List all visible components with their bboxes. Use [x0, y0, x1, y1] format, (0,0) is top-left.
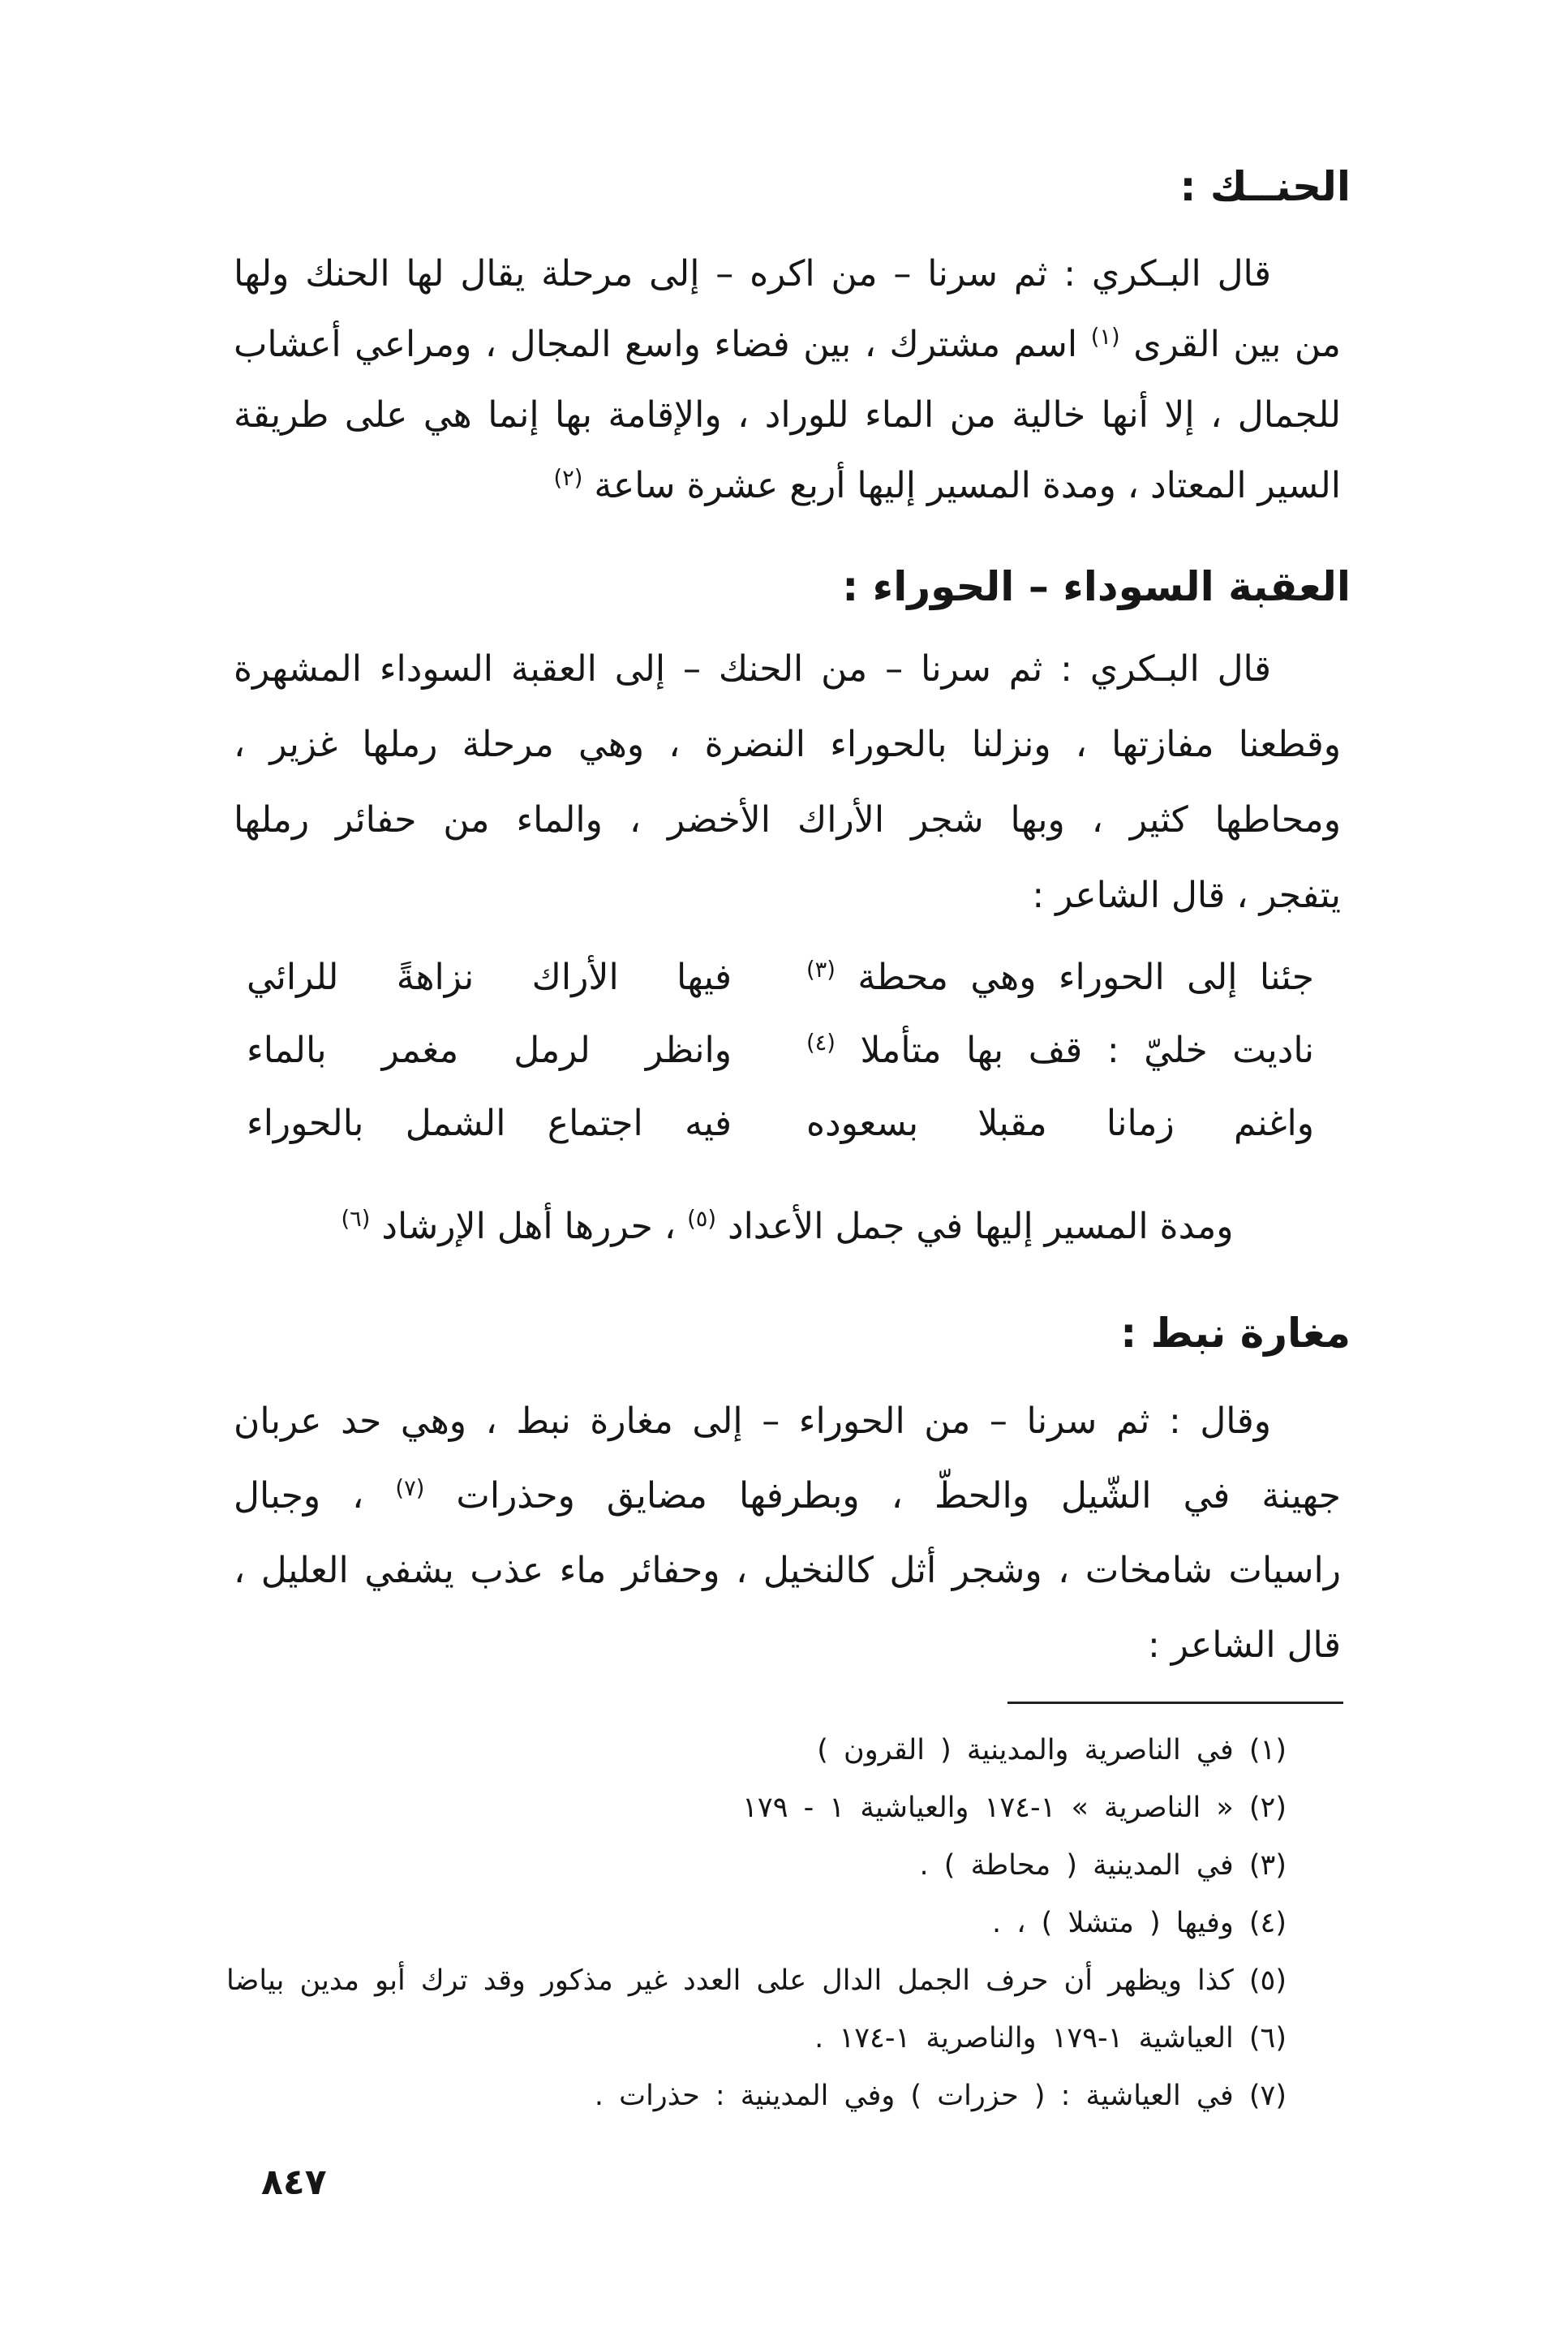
paragraph — [234, 239, 1341, 521]
section-heading-block — [234, 1297, 1351, 1370]
section-heading: الحنــك : — [1179, 163, 1351, 210]
section-heading-block — [234, 550, 1351, 623]
footnote-marker: (٢) — [553, 466, 583, 491]
poem-verse — [234, 941, 1341, 1014]
footnote: (٣) في المدينية ( محاطة ) . — [919, 1849, 1287, 1882]
paragraph — [234, 631, 1341, 933]
poem-second-hemistich: وانظر لرمل مغمر بالماء — [247, 1030, 732, 1071]
footnotes — [226, 1722, 1341, 2125]
poem — [234, 941, 1341, 1160]
section-heading: العقبة السوداء – الحوراء : — [842, 563, 1351, 610]
closing-line-block — [234, 1190, 1341, 1263]
paragraph-line: قال الشاعر : — [1147, 1624, 1341, 1666]
footnote: (٤) وفيها ( متشلا ) ، . — [991, 1907, 1287, 1939]
paragraph-line: يتفجر ، قال الشاعر : — [1032, 875, 1341, 916]
footnote: (٧) في العياشية : ( حزرات ) وفي المدينية : حذرات . — [594, 2080, 1287, 2112]
footnote-marker: (١) — [1090, 325, 1120, 350]
footnote-marker: (٣) — [806, 957, 836, 983]
paragraph-line: راسيات شامخات ، وشجر أثل كالنخيل ، وحفائر ماء عذب يشفي العليل ، — [234, 1550, 1341, 1591]
poem-first-hemistich: ناديت خليّ : قف بها متأملا $^{(٤)}$ — [806, 1030, 1314, 1071]
paragraph-line: من بين القرى $^{(١)}$ اسم مشترك ، بين فضاء واسع المجال ، ومراعي أعشاب — [234, 324, 1341, 365]
paragraph-line: قال البـكري : ثم سرنا – من اكره – إلى مرحلة يقال لها الحنك ولها — [234, 253, 1271, 295]
footnote-marker: (٥) — [687, 1207, 716, 1232]
poem-second-hemistich: فيه اجتماع الشمل بالحوراء — [247, 1103, 732, 1144]
section-heading: مغارة نبط : — [1120, 1310, 1351, 1357]
poem-verse — [234, 1014, 1341, 1087]
paragraph-line: وقال : ثم سرنا – من الحوراء – إلى مغارة نبط ، وهي حد عربان — [234, 1401, 1271, 1442]
footnote: (١) في الناصرية والمدينية ( القرون ) — [817, 1734, 1287, 1766]
paragraph-line: قال البـكري : ثم سرنا – من الحنك – إلى العقبة السوداء المشهرة — [234, 648, 1271, 690]
poem-verse — [234, 1087, 1341, 1160]
footnote-marker: (٧) — [395, 1476, 425, 1501]
page-number: ٨٤٧ — [261, 2162, 327, 2203]
paragraph — [234, 1384, 1341, 1683]
footnote: (٦) العياشية ١-١٧٩ والناصرية ١-١٧٤ . — [814, 2022, 1287, 2055]
footnote: (٥) كذا ويظهر أن حرف الجمل الدال على العدد غير مذكور وقد ترك أبو مدين بياضا — [226, 1964, 1287, 1997]
poem-second-hemistich: فيها الأراك نزاهةً للرائي — [247, 957, 732, 998]
footnote-divider — [1007, 1702, 1343, 1704]
footnote-marker: (٤) — [806, 1031, 836, 1056]
paragraph-line: جهينة في الشّيل والحطّ ، وبطرفها مضايق وحذرات $^{(٧)}$ ، وجبال — [234, 1475, 1341, 1517]
poem-first-hemistich: جئنا إلى الحوراء وهي محطة $^{(٣)}$ — [806, 957, 1314, 998]
closing-line: ومدة المسير إليها في جمل الأعداد $^{(٥)}$ ، حررها أهل الإرشاد $^{(٦)}$ — [341, 1206, 1234, 1247]
paragraph-line: ومحاطها كثير ، وبها شجر الأراك الأخضر ، والماء من حفائر رملها — [234, 799, 1341, 841]
paragraph-line: السير المعتاد ، ومدة المسير إليها أربع عشرة ساعة $^{(٢)}$ — [553, 465, 1341, 506]
paragraph-line: وقطعنا مفازتها ، ونزلنا بالحوراء النضرة ، وهي مرحلة رملها غزير ، — [234, 724, 1341, 765]
footnote: (٢) « الناصرية » ١-١٧٤ والعياشية ١ - ١٧٩ — [742, 1792, 1287, 1824]
poem-first-hemistich: واغنم زمانا مقبلا بسعوده — [806, 1103, 1314, 1144]
section-heading-block — [234, 150, 1351, 223]
footnote-marker: (٦) — [341, 1207, 371, 1232]
paragraph-line: للجمال ، إلا أنها خالية من الماء للوراد ، والإقامة بها إنما هي على طريقة — [234, 394, 1341, 436]
